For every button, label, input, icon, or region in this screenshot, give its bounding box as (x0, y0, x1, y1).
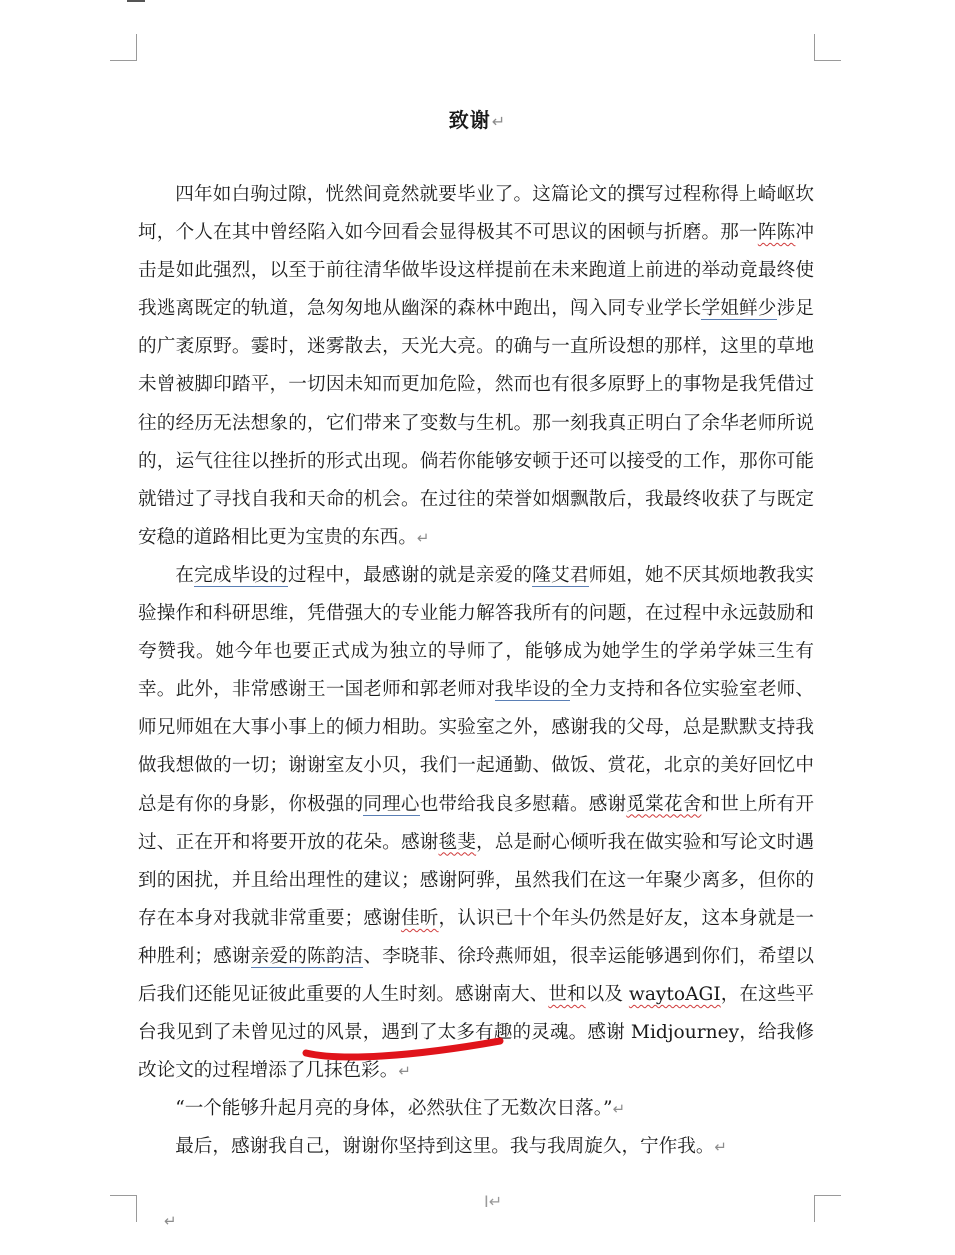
corner-mark-top-right (814, 34, 841, 61)
paragraph-3-quote (138, 1090, 814, 1128)
text-segment: 也带给我良多慰藉。感谢 (419, 793, 627, 815)
grammar-underline: 亲爱的陈韵洁 (250, 945, 364, 967)
page-top-edge (127, 0, 145, 2)
red-highlight-stroke (300, 1035, 505, 1063)
spellcheck-underline: 世和 (548, 983, 586, 1005)
text-segment: 以及 (585, 983, 629, 1005)
text-segment: 和世上所有开过、正在开和将要开放的花朵。感谢 (138, 793, 814, 853)
paragraph-mark-icon: ↵ (714, 1138, 727, 1157)
grammar-underline: 完成毕设的 (193, 564, 288, 586)
spellcheck-underline: waytoAGI (628, 983, 721, 1005)
grammar-underline: 隆艾君 (532, 564, 589, 586)
paragraph-1 (138, 176, 814, 557)
text-segment: 、李晓菲、徐玲燕师姐，很幸运能够遇到你们，希望以后我们还能见证彼此重要的人生时刻。感谢南大、 (138, 945, 814, 1005)
paragraph-mark-icon: ↵ (491, 112, 507, 131)
spellcheck-underline: 佳昕 (400, 907, 439, 929)
document-body[interactable] (138, 176, 814, 1166)
text-segment: 师姐，她不厌其烦地教我实验操作和科研思维，凭借强大的专业能力解答我所有的问题，在过程中永远鼓励和夸赞我。她今年也要正式成为独立的导师了，能够成为她学生的学弟学妹三生有幸。此外，非常感谢王一国老师和郭老师对 (138, 564, 814, 701)
text-segment: 全力支持和各位实验室老师、师兄师姐在大事小事上的倾力相助。实验室之外，感谢我的父母，总是默默支持我做我想做的一切；谢谢室友小贝，我们一起通勤、做饭、赏花，北京的美好回忆中总是有你的身影，你极强的 (138, 679, 814, 815)
grammar-underline: 我毕设的 (494, 679, 570, 701)
paragraph-mark-icon: ↵ (398, 1062, 411, 1081)
text-segment: 最后，感谢我自己，谢谢你坚持到这里。我与我周旋久，宁作我。 (175, 1136, 715, 1158)
text-segment: ，认识已十个年头仍然是好友，这本身就是一种胜利；感谢 (138, 907, 814, 967)
spellcheck-underline: 阵陈 (757, 222, 796, 244)
corner-mark-bottom-left (110, 1195, 137, 1222)
page-number-footer (484, 1192, 502, 1211)
paragraph-2 (138, 557, 814, 1090)
paragraph-mark-icon: ↵ (488, 1192, 503, 1211)
page-title (0, 104, 955, 133)
text-segment: 涉足的广袤原野。霎时，迷雾散去，天光大亮。的确与一直所设想的那样，这里的草地未曾被脚印踏平，一切因未知而更加危险，然而也有很多原野上的事物是我凭借过往的经历无法想象的，它们带来了变数与生机。那一刻我真正明白了余华老师所说的，运气往往以挫折的形式出现。倘若你能够安顿于还可以接受的工作，那你可能就错过了寻找自我和天命的机会。在过往的荣誉如烟飘散后，我最终收获了与既定安稳的道路相比更为宝贵的东西。 (138, 298, 814, 548)
text-segment: ，总是耐心倾听我在做实验和写论文时遇到的困扰，并且给出理性的建议；感谢阿骅，虽然我们在这一年聚少离多，但你的存在本身对我就非常重要；感谢 (138, 831, 814, 929)
corner-mark-bottom-right (814, 1195, 841, 1222)
grammar-underline: 学姐鲜少 (701, 298, 777, 320)
grammar-underline: 同理心 (363, 793, 420, 815)
text-segment: 冲击是如此强烈，以至于前往清华做毕设这样提前在未来跑道上前进的举动竟最终使我逃离既定的轨道，急匆匆地从幽深的森林中跑出，闯入同专业学长 (138, 222, 814, 320)
text-segment: 过程中，最感谢的就是亲爱的 (287, 564, 533, 586)
spellcheck-underline: 觅棠花舍 (626, 793, 702, 815)
corner-mark-top-left (110, 34, 137, 61)
red-pen-stroke (306, 1041, 500, 1057)
quote-text: “一个能够升起月亮的身体，必然驮住了无数次日落。” (175, 1098, 613, 1120)
paragraph-mark-icon: ↵ (612, 1100, 626, 1119)
text-segment: 在 (175, 564, 194, 586)
text-segment: 四年如白驹过隙，恍然间竟然就要毕业了。这篇论文的撰写过程称得上崎岖坎坷，个人在其中曾经陷入如今回看会显得极其不可思议的困顿与折磨。那一 (138, 184, 814, 244)
page-number: I (484, 1192, 489, 1211)
text-segment: ，在这些平台我见到了未曾见过的风景，遇到了太多有趣的灵魂。感谢 Midjourney，给我修改论文的过程增添了几抹色彩。 (138, 983, 814, 1082)
title-text: 致谢 (448, 108, 491, 132)
spellcheck-underline: 毯斐 (438, 831, 477, 853)
paragraph-mark-icon: ↵ (164, 1212, 177, 1230)
paragraph-mark-icon: ↵ (416, 528, 430, 547)
paragraph-4 (138, 1128, 814, 1166)
